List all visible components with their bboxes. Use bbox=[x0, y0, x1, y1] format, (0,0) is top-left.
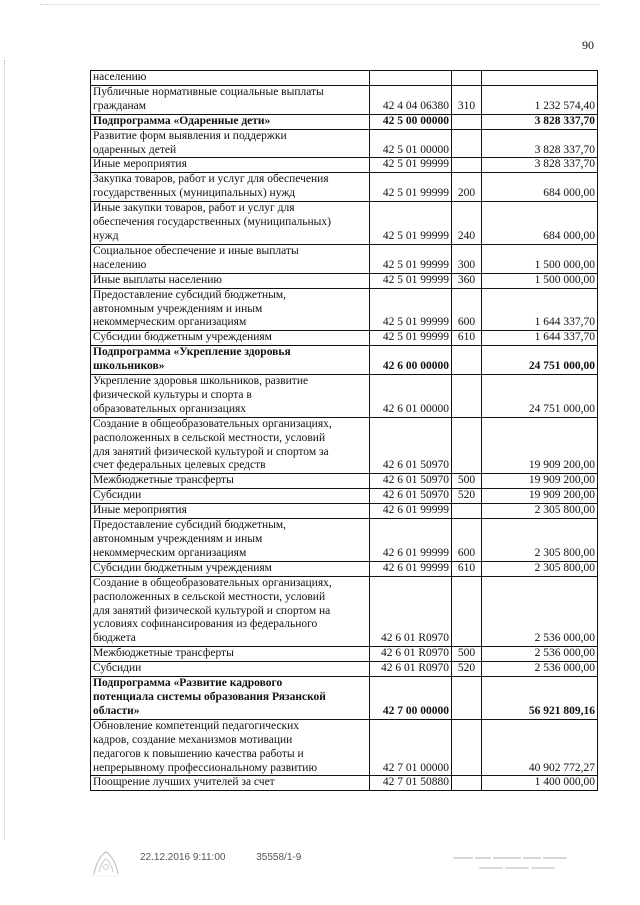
row-amount-cell: 19 909 200,00 bbox=[482, 417, 598, 474]
row-code-cell: 42 5 01 99999 bbox=[370, 202, 452, 245]
row-amount-cell: 2 305 800,00 bbox=[482, 519, 598, 562]
row-expense-type-cell: 520 bbox=[452, 489, 482, 504]
row-expense-type-cell: 610 bbox=[452, 561, 482, 576]
row-name-cell: Иные закупки товаров, работ и услуг для обеспечения государственных (муниципальных) нужд bbox=[91, 202, 370, 245]
row-amount-cell: 2 305 800,00 bbox=[482, 504, 598, 519]
row-expense-type-cell bbox=[452, 776, 482, 791]
row-code-cell: 42 6 00 00000 bbox=[370, 346, 452, 375]
row-name-cell: Иные мероприятия bbox=[91, 158, 370, 173]
row-expense-type-cell: 360 bbox=[452, 273, 482, 288]
row-name-cell: Предоставление субсидий бюджетным, автономным учреждениям и иным некоммерческим организациям bbox=[91, 288, 370, 331]
print-datetime: 22.12.2016 9:11:00 bbox=[140, 852, 226, 863]
row-expense-type-cell bbox=[452, 417, 482, 474]
row-name-cell: Закупка товаров, работ и услуг для обеспечения государственных (муниципальных) нужд bbox=[91, 173, 370, 202]
table-row bbox=[91, 719, 598, 776]
row-code-cell: 42 5 01 99999 bbox=[370, 273, 452, 288]
row-code-cell: 42 7 00 00000 bbox=[370, 677, 452, 720]
row-code-cell: 42 6 01 99999 bbox=[370, 504, 452, 519]
row-code-cell: 42 4 04 06380 bbox=[370, 85, 452, 114]
row-amount-cell: 2 536 000,00 bbox=[482, 662, 598, 677]
row-expense-type-cell bbox=[452, 158, 482, 173]
row-amount-cell: 24 751 000,00 bbox=[482, 375, 598, 418]
row-expense-type-cell: 500 bbox=[452, 647, 482, 662]
row-name-cell: Субсидии бюджетным учреждениям bbox=[91, 331, 370, 346]
table-row bbox=[91, 273, 598, 288]
row-name-cell: Публичные нормативные социальные выплаты гражданам bbox=[91, 85, 370, 114]
row-amount-cell: 1 500 000,00 bbox=[482, 273, 598, 288]
row-name-cell: Подпрограмма «Одаренные дети» bbox=[91, 114, 370, 129]
table-row bbox=[91, 129, 598, 158]
row-amount-cell: 3 828 337,70 bbox=[482, 158, 598, 173]
row-amount-cell: 3 828 337,70 bbox=[482, 129, 598, 158]
row-name-cell: Развитие форм выявления и поддержки одаренных детей bbox=[91, 129, 370, 158]
row-expense-type-cell: 520 bbox=[452, 662, 482, 677]
row-expense-type-cell: 310 bbox=[452, 85, 482, 114]
row-name-cell: Создание в общеобразовательных организациях, расположенных в сельской местности, условий для занятий физической культурой и спортом за счет федеральных целевых средств bbox=[91, 417, 370, 474]
row-amount-cell: 2 305 800,00 bbox=[482, 561, 598, 576]
table-row bbox=[91, 474, 598, 489]
table-row bbox=[91, 346, 598, 375]
row-amount-cell: 684 000,00 bbox=[482, 173, 598, 202]
row-code-cell: 42 5 01 99999 bbox=[370, 158, 452, 173]
row-code-cell bbox=[370, 71, 452, 86]
row-expense-type-cell: 600 bbox=[452, 519, 482, 562]
row-expense-type-cell: 600 bbox=[452, 288, 482, 331]
row-expense-type-cell bbox=[452, 346, 482, 375]
row-expense-type-cell: 300 bbox=[452, 244, 482, 273]
row-amount-cell: 1 644 337,70 bbox=[482, 288, 598, 331]
table-row bbox=[91, 244, 598, 273]
row-name-cell: Укрепление здоровья школьников, развитие физической культуры и спорта в образовательных организациях bbox=[91, 375, 370, 418]
row-name-cell: Межбюджетные трансферты bbox=[91, 474, 370, 489]
row-code-cell: 42 6 01 R0970 bbox=[370, 647, 452, 662]
row-code-cell: 42 5 01 99999 bbox=[370, 173, 452, 202]
page-number: 90 bbox=[582, 38, 594, 52]
row-expense-type-cell bbox=[452, 71, 482, 86]
row-expense-type-cell bbox=[452, 375, 482, 418]
row-code-cell: 42 6 01 50970 bbox=[370, 417, 452, 474]
row-amount-cell: 3 828 337,70 bbox=[482, 114, 598, 129]
row-code-cell: 42 6 01 R0970 bbox=[370, 576, 452, 647]
row-code-cell: 42 6 01 99999 bbox=[370, 519, 452, 562]
table-row bbox=[91, 114, 598, 129]
table-row bbox=[91, 331, 598, 346]
row-expense-type-cell bbox=[452, 677, 482, 720]
row-amount-cell: 24 751 000,00 bbox=[482, 346, 598, 375]
row-amount-cell bbox=[482, 71, 598, 86]
row-amount-cell: 40 902 772,27 bbox=[482, 719, 598, 776]
row-expense-type-cell bbox=[452, 114, 482, 129]
table-row bbox=[91, 173, 598, 202]
row-code-cell: 42 6 01 50970 bbox=[370, 489, 452, 504]
row-code-cell: 42 6 01 50970 bbox=[370, 474, 452, 489]
row-code-cell: 42 7 01 00000 bbox=[370, 719, 452, 776]
table-row bbox=[91, 202, 598, 245]
row-amount-cell: 1 400 000,00 bbox=[482, 776, 598, 791]
row-name-cell: Субсидии бюджетным учреждениям bbox=[91, 561, 370, 576]
row-name-cell: Иные выплаты населению bbox=[91, 273, 370, 288]
document-footer bbox=[140, 852, 329, 863]
document-id: 35558/1-9 bbox=[256, 852, 302, 863]
row-amount-cell: 2 536 000,00 bbox=[482, 647, 598, 662]
row-expense-type-cell bbox=[452, 719, 482, 776]
row-amount-cell: 19 909 200,00 bbox=[482, 489, 598, 504]
table-row bbox=[91, 776, 598, 791]
table-row bbox=[91, 677, 598, 720]
row-expense-type-cell: 500 bbox=[452, 474, 482, 489]
row-code-cell: 42 6 01 00000 bbox=[370, 375, 452, 418]
row-name-cell: Межбюджетные трансферты bbox=[91, 647, 370, 662]
table-row bbox=[91, 288, 598, 331]
row-name-cell: Создание в общеобразовательных организациях, расположенных в сельской местности, условий для занятий физической культурой и спортом на условиях софинансирования из федерального бюджета bbox=[91, 576, 370, 647]
table-row bbox=[91, 417, 598, 474]
row-amount-cell: 56 921 809,16 bbox=[482, 677, 598, 720]
row-name-cell: Социальное обеспечение и иные выплаты населению bbox=[91, 244, 370, 273]
budget-table bbox=[90, 70, 598, 791]
row-name-cell: Обновление компетенций педагогических кадров, создание механизмов мотивации педагогов к повышению качества работы и непрерывному профессиональному развитию bbox=[91, 719, 370, 776]
table-row bbox=[91, 375, 598, 418]
row-name-cell: Иные мероприятия bbox=[91, 504, 370, 519]
row-code-cell: 42 6 01 R0970 bbox=[370, 662, 452, 677]
row-code-cell: 42 5 01 99999 bbox=[370, 244, 452, 273]
table-row bbox=[91, 647, 598, 662]
table-row bbox=[91, 561, 598, 576]
table-row bbox=[91, 576, 598, 647]
row-expense-type-cell bbox=[452, 504, 482, 519]
row-name-cell: Подпрограмма «Развитие кадрового потенциала системы образования Рязанской области» bbox=[91, 677, 370, 720]
row-expense-type-cell: 200 bbox=[452, 173, 482, 202]
table-row bbox=[91, 662, 598, 677]
row-name-cell: Субсидии bbox=[91, 662, 370, 677]
row-expense-type-cell bbox=[452, 576, 482, 647]
row-name-cell: Поощрение лучших учителей за счет bbox=[91, 776, 370, 791]
table-row bbox=[91, 85, 598, 114]
row-expense-type-cell: 610 bbox=[452, 331, 482, 346]
row-code-cell: 42 5 01 00000 bbox=[370, 129, 452, 158]
row-code-cell: 42 5 00 00000 bbox=[370, 114, 452, 129]
table-row bbox=[91, 489, 598, 504]
row-amount-cell: 1 500 000,00 bbox=[482, 244, 598, 273]
emblem-stamp-icon bbox=[88, 848, 124, 878]
row-name-cell: Субсидии bbox=[91, 489, 370, 504]
row-code-cell: 42 6 01 99999 bbox=[370, 561, 452, 576]
row-expense-type-cell bbox=[452, 129, 482, 158]
table-row bbox=[91, 71, 598, 86]
table-row bbox=[91, 519, 598, 562]
row-amount-cell: 19 909 200,00 bbox=[482, 474, 598, 489]
row-amount-cell: 1 232 574,40 bbox=[482, 85, 598, 114]
table-row bbox=[91, 158, 598, 173]
row-code-cell: 42 7 01 50880 bbox=[370, 776, 452, 791]
scan-border-left bbox=[4, 60, 6, 840]
scan-border-top bbox=[40, 4, 600, 6]
row-amount-cell: 2 536 000,00 bbox=[482, 576, 598, 647]
row-name-cell: Подпрограмма «Укрепление здоровья школьников» bbox=[91, 346, 370, 375]
table-row bbox=[91, 504, 598, 519]
row-code-cell: 42 5 01 99999 bbox=[370, 288, 452, 331]
row-name-cell: населению bbox=[91, 71, 370, 86]
row-expense-type-cell: 240 bbox=[452, 202, 482, 245]
budget-table-body bbox=[91, 71, 598, 791]
row-amount-cell: 1 644 337,70 bbox=[482, 331, 598, 346]
row-name-cell: Предоставление субсидий бюджетным, автономным учреждениям и иным некоммерческим организациям bbox=[91, 519, 370, 562]
row-amount-cell: 684 000,00 bbox=[482, 202, 598, 245]
row-code-cell: 42 5 01 99999 bbox=[370, 331, 452, 346]
faded-text-stamp-icon bbox=[450, 850, 570, 876]
